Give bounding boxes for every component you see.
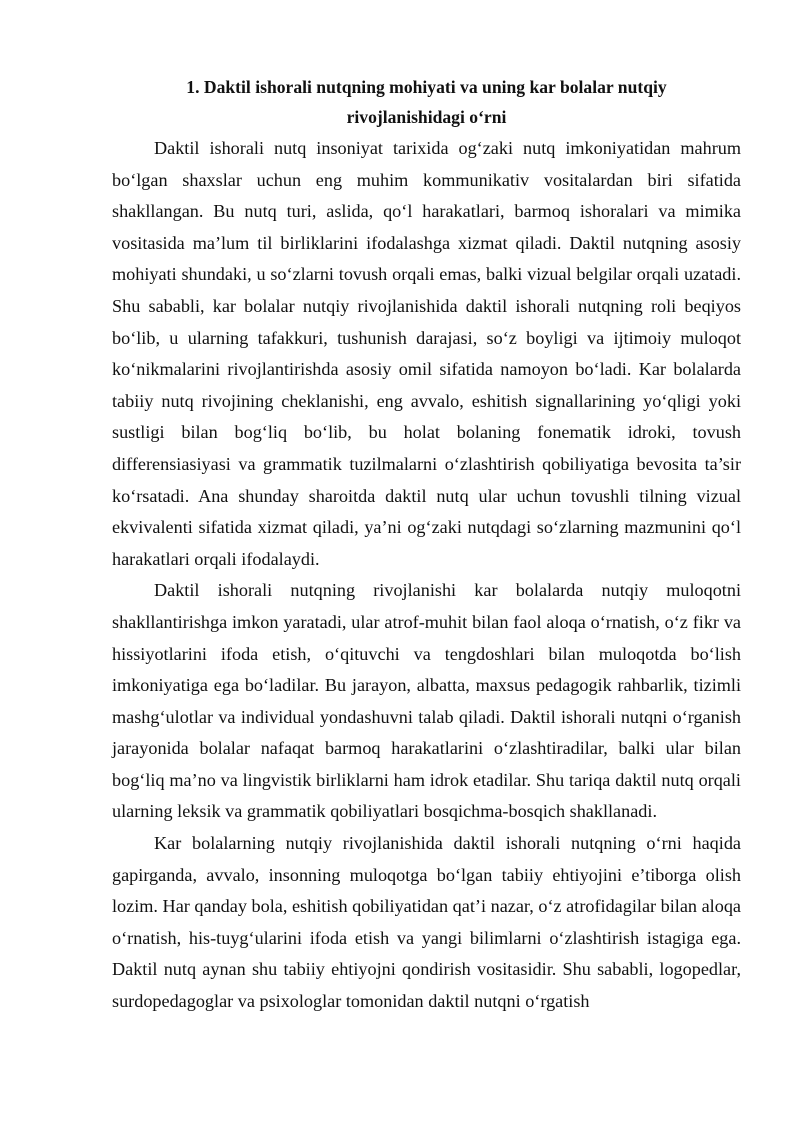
section-title <box>112 72 741 132</box>
title-line-2: rivojlanishidagi o‘rni <box>346 107 507 127</box>
paragraph: Daktil ishorali nutq insoniyat tarixida og‘zaki nutq imkoniyatidan mahrum bo‘lgan shaxslar uchun eng muhim kommunikativ vositalardan biri sifatida shakllangan. Bu nutq turi, aslida, qo‘l harakatlari, barmoq ishoralari va mimika vositasida ma’lum til birliklarini ifodalashga xizmat qiladi. Daktil nutqning asosiy mohiyati shundaki, u so‘zlarni tovush orqali emas, balki vizual belgilar orqali uzatadi. Shu sababli, kar bolalar nutqiy rivojlanishida daktil ishorali nutqning roli beqiyos bo‘lib, u ularning tafakkuri, tushunish darajasi, so‘z boyligi va ijtimoiy muloqot ko‘nikmalarini rivojlantirishda asosiy omil sifatida namoyon bo‘ladi. Kar bolalarda tabiiy nutq rivojining cheklanishi, eng avvalo, eshitish signallarining yo‘qligi yoki sustligi bilan bog‘liq bo‘lib, bu holat bolaning fonematik idroki, tovush differensiasiyasi va grammatik tuzilmalarni o‘zlashtirish qobiliyatiga bevosita ta’sir ko‘rsatadi. Ana shunday sharoitda daktil nutq ular uchun tovushli tilning vizual ekvivalenti sifatida xizmat qiladi, ya’ni og‘zaki nutqdagi so‘zlarning mazmunini qo‘l harakatlari orqali ifodalaydi. <box>112 138 741 569</box>
title-line-1: 1. Daktil ishorali nutqning mohiyati va uning kar bolalar nutqiy <box>186 77 667 97</box>
paragraph: Daktil ishorali nutqning rivojlanishi kar bolalarda nutqiy muloqotni shakllantirishga imkon yaratadi, ular atrof-muhit bilan faol aloqa o‘rnatish, o‘z fikr va hissiyotlarini ifoda etish, o‘qituvchi va tengdoshlari bilan muloqotda bo‘lish imkoniyatiga ega bo‘ladilar. Bu jarayon, albatta, maxsus pedagogik rahbarlik, tizimli mashg‘ulotlar va individual yondashuvni talab qiladi. Daktil ishorali nutqni o‘rganish jarayonida bolalar nafaqat barmoq harakatlarini o‘zlashtiradilar, balki ular bilan bog‘liq ma’no va lingvistik birliklarni ham idrok etadilar. Shu tariqa daktil nutq orqali ularning leksik va grammatik qobiliyatlari bosqichma-bosqich shakllanadi. <box>112 580 741 822</box>
document-page <box>112 72 741 1018</box>
paragraph: Kar bolalarning nutqiy rivojlanishida daktil ishorali nutqning o‘rni haqida gapirganda, avvalo, insonning muloqotga bo‘lgan tabiiy ehtiyojini e’tiborga olish lozim. Har qanday bola, eshitish qobiliyatidan qat’i nazar, o‘z atrofidagilar bilan aloqa o‘rnatish, his-tuyg‘ularini ifoda etish va yangi bilimlarni o‘zlashtirish istagiga ega. Daktil nutq aynan shu tabiiy ehtiyojni qondirish vositasidir. Shu sababli, logopedlar, surdopedagoglar va psixologlar tomonidan daktil nutqni o‘rgatish <box>112 833 741 1012</box>
